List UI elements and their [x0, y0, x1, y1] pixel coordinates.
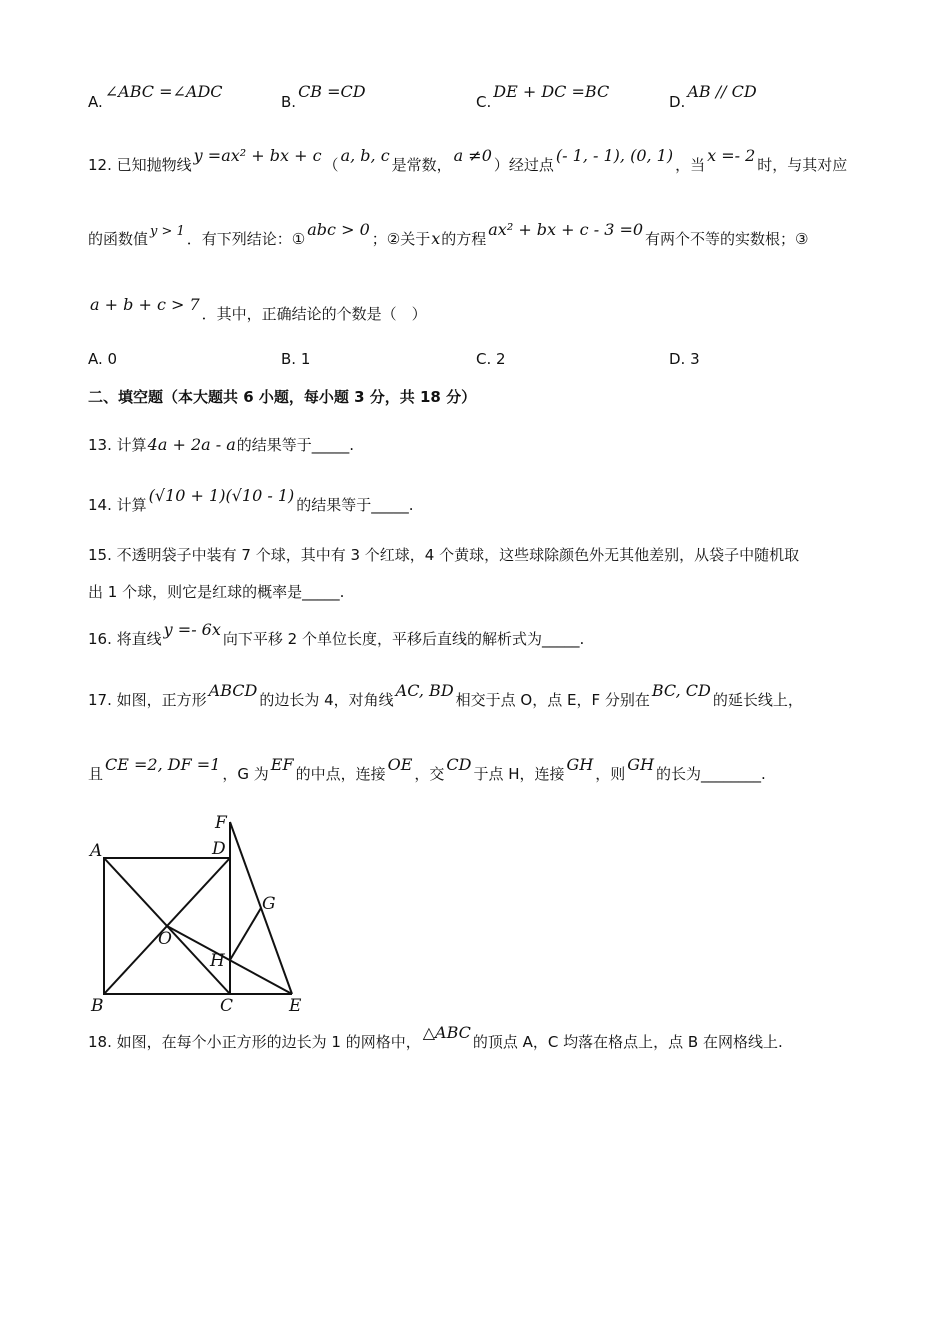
q11-option-b: B.CB =CD	[281, 82, 366, 111]
label-c: C	[220, 996, 234, 1013]
label-d: D	[212, 839, 226, 859]
q12-option-c: C. 2	[476, 350, 506, 368]
section-2-heading: 二、填空题（本大题共 6 小题，每小题 3 分，共 18 分）	[88, 388, 477, 406]
q12-line-2: 的函数值 y > 1 ．有下列结论：① abc > 0 ；②关于x的方程 ax² + bx + c - 3 =0 有两个不等的实数根；③	[88, 220, 809, 248]
label-o: O	[158, 929, 172, 949]
label-f: F	[215, 813, 227, 833]
q12-line-1: 12. 已知抛物线 y =ax² + bx + c （ a, b, c 是常数， a ≠0 ）经过点 (- 1, - 1), (0, 1) ，当 x =- 2 时，与其对应	[88, 146, 848, 174]
q15-line-1: 15. 不透明袋子中装有 7 个球，其中有 3 个红球，4 个黄球，这些球除颜色外无其他差别，从袋子中随机取	[88, 546, 800, 564]
label-a: A	[90, 841, 103, 861]
label-e: E	[289, 996, 302, 1013]
q11-option-a: A.∠ABC =∠ADC	[88, 82, 223, 111]
label-b: B	[91, 996, 104, 1013]
q11-option-c: C.DE + DC =BC	[476, 82, 610, 111]
segment-gh	[230, 908, 261, 960]
q13: 13. 计算4a + 2a - a的结果等于_____.	[88, 435, 355, 454]
q17-line-2: 且 CE =2, DF =1 ，G 为 EF 的中点，连接 OE ，交 CD 于点 H，连接 GH ，则 GH 的长为________.	[88, 755, 766, 783]
q12-option-b: B. 1	[281, 350, 311, 368]
q18: 18. 如图，在每个小正方形的边长为 1 的网格中， △ABC 的顶点 A，C 均落在格点上，点 B 在网格线上.	[88, 1023, 783, 1051]
q14: 14. 计算 (√10 + 1)(√10 - 1) 的结果等于_____.	[88, 486, 414, 514]
q12-option-a: A. 0	[88, 350, 118, 368]
q15-line-2: 出 1 个球，则它是红球的概率是_____.	[88, 583, 345, 601]
q12-line-3: a + b + c > 7 ．其中，正确结论的个数是（ ）	[90, 295, 427, 323]
label-g: G	[262, 894, 276, 914]
q17-line-1: 17. 如图，正方形 ABCD 的边长为 4，对角线 AC, BD 相交于点 O，点 E，F 分别在 BC, CD 的延长线上，	[88, 681, 803, 709]
q12-option-d: D. 3	[669, 350, 700, 368]
q11-option-d: D.AB // CD	[669, 82, 757, 111]
q17-geometry-figure	[86, 808, 316, 1013]
label-h: H	[210, 951, 225, 971]
q16: 16. 将直线 y =- 6x 向下平移 2 个单位长度，平移后直线的解析式为_____.	[88, 620, 585, 648]
